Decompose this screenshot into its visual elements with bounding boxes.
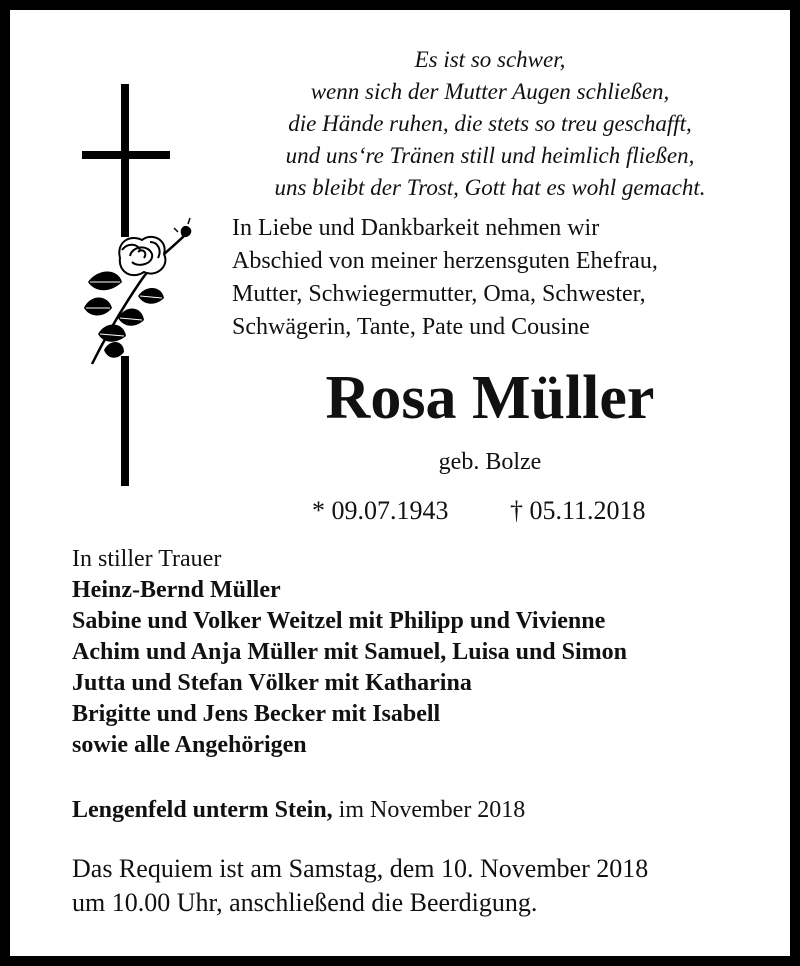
mourner-line: sowie alle Angehörigen [72,732,307,758]
poem-line: wenn sich der Mutter Augen schließen, [310,79,670,104]
mourner-line: Sabine und Volker Weitzel mit Philipp und Vivienne [72,608,606,634]
place-date-line [72,794,772,826]
mourner-line: Brigitte und Jens Becker mit Isabell [72,701,441,727]
intro-line: Mutter, Schwiegermutter, Oma, Schwester, [232,281,646,307]
death-date: † 05.11.2018 [510,496,646,525]
intro-line: In Liebe und Dankbarkeit nehmen wir [232,215,600,241]
poem [230,44,750,204]
cross-vertical-lower [121,356,129,486]
mourners-list [72,544,772,761]
cross-horizontal [82,151,170,159]
mourner-line: Achim und Anja Müller mit Samuel, Luisa und Simon [72,639,628,665]
poem-line: Es ist so schwer, [414,47,566,72]
poem-line: die Hände ruhen, die stets so treu geschafft, [288,111,692,136]
poem-line: uns bleibt der Trost, Gott hat es wohl gemacht. [274,175,706,200]
intro-text [232,212,772,344]
intro-line: Schwägerin, Tante, Pate und Cousine [232,314,590,340]
requiem-line: um 10.00 Uhr, anschließend die Beerdigung. [72,888,538,917]
place-date: im November 2018 [338,797,526,823]
deceased-name: Rosa Müller [325,364,655,432]
requiem-notice [72,852,772,920]
mourner-line: Heinz-Bernd Müller [72,577,281,603]
place-town: Lengenfeld unterm Stein, [72,797,333,823]
requiem-line: Das Requiem ist am Samstag, dem 10. November 2018 [72,854,649,883]
mourners-heading: In stiller Trauer [72,546,222,572]
poem-line: und uns‘re Tränen still und heimlich fließen, [285,143,695,168]
maiden-name: geb. Bolze [438,449,542,475]
rose-icon [119,237,165,275]
mourner-line: Jutta und Stefan Völker mit Katharina [72,670,472,696]
birth-date: * 09.07.1943 [312,496,449,525]
intro-line: Abschied von meiner herzensguten Ehefrau, [232,248,658,274]
cross-vertical-upper [121,84,129,237]
